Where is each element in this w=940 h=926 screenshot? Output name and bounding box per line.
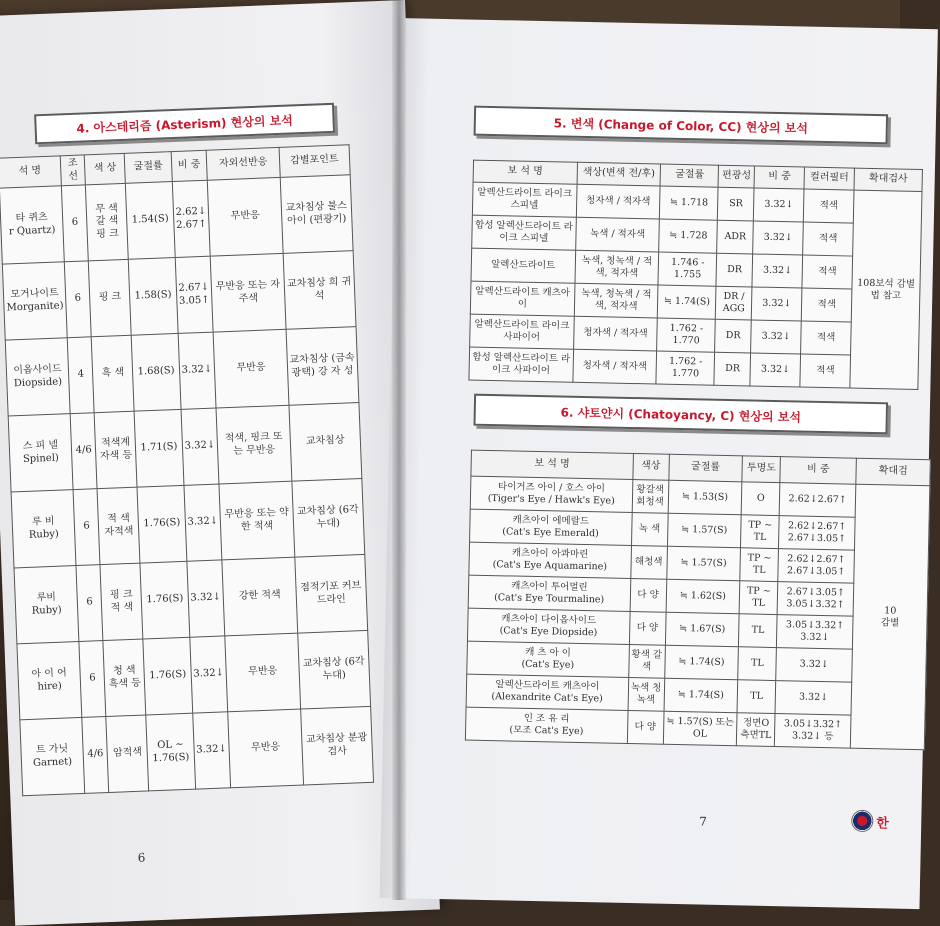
ri-cell: ≒ 1.62(S) [666,579,741,614]
rays-cell: 6 [79,641,106,718]
gem-name-en: (Cat's Eye Aquamarine) [492,559,608,573]
gem-name-en: Ruby) [28,528,59,541]
rays-cell: 4/6 [70,413,97,490]
mag-text-a: 10 [884,604,897,617]
color-cell: 다 양 [629,611,666,645]
header-pol: 편광성 [718,165,754,188]
header-sg: 비 중 [754,166,804,189]
gem-name: 아 이 어 [31,667,68,680]
uv-cell: 무반응 [225,633,300,712]
ri-cell: 1.68(S) [132,333,181,411]
color-cell: 핑 크 [89,259,132,336]
sg-cell: 3.32↓ [752,254,803,288]
sg-cell: 3.32↓ [181,408,220,485]
publisher-logo-text: 한 [876,816,889,832]
gem-name-en: (Cat's Eye) [521,658,575,671]
filter-cell: 적색 [803,222,854,256]
section-title-asterism [34,103,335,144]
color-cell: 흑 색 [91,335,134,412]
gem-name-cell [465,707,627,743]
gem-name: 스 피 넬 [22,439,59,452]
ri-cell: ≒ 1.57(S) 또는 OL [663,711,738,746]
gem-name-cell [2,262,67,340]
gem-name: 타이거즈 아이 / 호스 아이 [497,481,606,495]
asterism-table [0,144,374,796]
uv-cell: 강한 적색 [222,557,297,636]
gem-name: 이옵사이드 [13,363,62,377]
pol-cell: ADR [717,220,754,254]
ri-cell: ≒ 1.74(S) [664,645,739,680]
gem-name-cell [470,476,632,512]
point-cell: 점적기포 커브드라인 [294,554,367,633]
sg-cell: 2.62↓2.67↑ 2.67↓3.05↑ [779,516,856,551]
uv-cell: 무반응 [208,177,283,256]
color-cell: 다 양 [630,578,667,612]
right-page [380,18,938,909]
left-page [0,0,440,926]
clarity-cell: O [742,482,781,516]
color-cell: 해청색 [630,545,667,579]
color-cell: 청자색 / 적자색 [573,316,657,351]
publisher-logo-icon [851,810,873,832]
header-mag: 확대검사 [854,168,922,191]
gem-name: 합성 알렉산드라이트 라이크 사파이어 [469,347,573,382]
sg-cell: 3.32↓ [751,320,802,354]
color-cell: 무 색 갈 색 핑 크 [86,183,129,260]
color-cell: 청 색 흑색 등 [103,639,146,716]
point-cell: 교차침상 희 귀 석 [283,251,356,330]
gem-name: 캐츠아이 에메랄드 [512,514,590,528]
filter-cell: 적색 [801,288,852,322]
color-change-table [468,160,923,390]
gem-name-en: Morganite) [6,299,64,314]
uv-cell: 무반응 또는 약한 적색 [219,481,294,560]
header-ri: 굴절률 [668,454,742,482]
gem-name: 캐츠아이 아콰마린 [511,547,589,561]
clarity-cell: 정면O 측면TL [737,713,776,747]
gem-name: 인 조 유 리 [523,712,570,725]
ri-cell: 1.76(S) [140,561,189,639]
gem-name-cell [14,566,79,644]
book-gutter [392,0,406,900]
rays-cell: 6 [76,565,103,642]
gem-name: 트 가닛 [35,743,69,756]
ri-cell: ≒ 1.718 [660,186,719,220]
gem-name-cell [0,186,64,264]
ri-cell: 1.54(S) [126,182,175,260]
sg-cell: 2.67↓ 3.05↑ [175,256,214,333]
sg-cell: 3.32↓ [189,636,228,713]
gem-name: 캐츠아이 투어멀린 [511,580,588,594]
header-color: 색상 [632,454,668,481]
gem-name: 루 비 [31,515,55,528]
gem-name-en: (Cat's Eye Tourmaline) [494,592,605,606]
table-row [2,251,356,340]
pol-cell: DR [714,352,751,386]
asterism-rows [0,175,374,796]
point-cell: 교차침상 [289,403,362,482]
point-cell: 교차침상 (6각누대) [297,630,370,709]
ri-cell: ≒ 1.728 [659,219,718,253]
ri-cell: ≒ 1.74(S) [664,678,739,713]
ri-cell: 1.76(S) [143,637,192,715]
sg-cell: 3.32↓ [184,484,223,561]
sg-cell: 3.32↓ [752,287,803,321]
mag-text-b: 감별 [880,616,900,629]
section-title-color-change-text: 5. 변색 (Change of Color, CC) 현상의 보석 [553,115,809,136]
ri-cell: ≒ 1.67(S) [665,612,740,647]
clarity-cell: TP ~ TL [740,548,779,582]
header-mag: 확대검 [856,458,930,486]
gem-name-en: Spinel) [22,452,60,465]
uv-cell: 무반응 [228,709,303,788]
filter-cell: 적색 [800,354,851,388]
point-cell: 교차침상 (6각누대) [292,479,365,558]
gem-name-cell [468,575,630,611]
gem-name-en: (Cat's Eye Emerald) [502,526,599,540]
clarity-cell: TL [737,680,776,714]
clarity-cell: TL [738,647,777,681]
gem-name-en: (모조 Cat's Eye) [509,724,584,738]
filter-cell: 적색 [801,321,852,355]
uv-cell: 무반응 [213,329,288,408]
gem-name: 알렉산드라이트 라이크 스피넬 [472,182,576,217]
header-name: 석 명 [0,156,62,188]
gem-name-cell [8,414,73,492]
color-cell: 암적색 [106,715,149,792]
chatoyancy-table [465,450,931,751]
clarity-cell: TP ~ TL [741,515,780,549]
gem-name-en: (Alexandrite Cat's Eye) [491,691,603,705]
gem-name-cell [11,490,76,568]
ri-cell: ≒ 1.57(S) [667,513,742,548]
sg-cell: 3.32↓ [776,648,853,683]
table-row [20,706,374,795]
section-title-chatoyancy-text: 6. 샤토얀시 (Chatoyancy, C) 현상의 보석 [560,404,802,425]
uv-cell: 적색, 핑크 또는 무반응 [216,405,291,484]
color-cell: 핑 크 적 색 [100,563,143,640]
section-title-asterism-text: 4. 아스테리즘 (Asterism) 현상의 보석 [76,112,294,136]
table-row [14,554,368,643]
gem-name-cell [469,542,631,578]
gem-name-cell [20,717,85,795]
color-cell: 황갈색 회청색 [632,480,669,514]
sg-cell: 3.05↓3.32↑ 3.32↓ 등 [775,714,852,749]
gem-name-cell [467,608,629,644]
sg-cell: 2.62↓ 2.67↑ [172,180,211,257]
clarity-cell: TP ~ TL [739,581,778,615]
color-cell: 녹색 청녹색 [628,677,665,711]
gem-name-en: Diopside) [13,375,63,389]
mag-cell: 108보석 감별법 참고 [850,190,922,389]
gem-name-cell [17,641,82,719]
sg-cell: 3.32↓ [753,221,804,255]
gem-name-en: r Quartz) [8,224,56,237]
gem-name: 캐츠아이 다이옵사이드 [501,613,597,627]
gem-name: 루비 [36,591,57,604]
ri-cell: 1.762 - 1.770 [656,351,715,385]
gem-name: 타 퀴츠 [15,211,48,225]
sg-cell: 2.62↓2.67↑ [779,483,856,518]
ri-cell: 1.58(S) [129,258,178,336]
gem-name-cell [470,509,632,545]
gem-name-en: (Tiger's Eye / Hawk's Eye) [487,492,615,507]
ri-cell: 1.76(S) [137,485,186,563]
color-cell: 녹색 / 적자색 [575,217,659,252]
rays-cell: 6 [64,261,91,338]
gem-name: 알렉산드라이트 캐츠아이 [470,281,574,316]
sg-cell: 3.05↓3.32↑ 3.32↓ [777,615,854,650]
sg-cell: 3.32↓ [192,712,231,789]
color-cell: 적 색 자적색 [97,487,140,564]
sg-cell: 2.62↓2.67↑ 2.67↓3.05↑ [778,549,855,584]
ri-cell: 1.746 - 1.755 [658,252,717,286]
filter-cell: 적색 [802,255,853,289]
table-row [5,327,359,416]
mag-cell [850,484,929,749]
rays-cell: 6 [73,489,100,566]
sg-cell: 3.32↓ [750,353,801,387]
header-uv: 자외선반응 [206,147,279,180]
page-number-left: 6 [137,850,146,865]
section-title-chatoyancy [473,394,888,435]
ri-cell: 1.71(S) [134,409,183,487]
table-row [11,479,365,568]
gem-name-cell [467,641,629,677]
header-point: 감별포인트 [279,145,350,178]
point-cell: 교차침상 분광검사 [300,706,373,785]
header-ri: 굴절률 [660,164,718,187]
header-name: 보 석 명 [471,450,633,479]
sg-cell: 3.32↓ [775,681,852,716]
color-cell: 다 양 [627,710,664,744]
color-cell: 녹 색 [631,513,668,547]
header-rays: 조선 [60,155,85,186]
color-cell: 청자색 / 적자색 [576,184,660,219]
header-clarity: 투명도 [742,456,780,483]
gem-name-en: Garnet) [32,755,73,769]
ri-cell: OL ~ 1.76(S) [146,713,195,791]
ri-cell: ≒ 1.74(S) [658,285,717,319]
color-cell: 청자색 / 적자색 [573,349,657,384]
gem-name-en: hire) [37,680,62,693]
point-cell: 교차침상 (금속광택) 강 자 성 [286,327,359,406]
gem-name-en: (Cat's Eye Diopside) [499,625,598,639]
gem-name: 합성 알렉산드라이트 라이크 스피넬 [472,215,576,250]
pol-cell: DR / AGG [716,286,753,320]
header-ri: 굴절률 [125,152,172,184]
color-cell: 적색계 자색 등 [94,411,137,488]
gem-name: 캐 츠 아 이 [525,646,572,659]
filter-cell: 적색 [804,189,855,223]
table-row [0,175,353,264]
sg-cell: 3.32↓ [186,560,225,637]
header-color: 색 상 [84,153,125,185]
table-row [8,403,362,492]
page-number-right: 7 [699,814,708,829]
gem-name: 알렉산드라이트 캐츠아이 [495,679,600,693]
uv-cell: 무반응 또는 자주색 [211,253,286,332]
clarity-cell: TL [739,614,778,648]
ri-cell: ≒ 1.57(S) [666,546,741,581]
header-sg: 비 중 [780,457,856,485]
ri-cell: ≒ 1.53(S) [668,480,743,515]
color-cell: 황색 갈색 [628,644,665,678]
header-sg: 비 중 [171,150,208,181]
gem-name-cell [5,338,70,416]
header-color: 색상(변색 전/후) [577,162,661,186]
ri-cell: 1.762 - 1.770 [657,318,716,352]
sg-cell: 3.32↓ [178,332,217,409]
gem-name: 모거나이트 [10,287,59,301]
pol-cell: DR [716,253,753,287]
gem-name: 알렉산드라이트 [471,248,575,283]
color-cell: 녹색, 청녹색 / 적색, 적자색 [574,283,658,318]
section-title-color-change [474,106,889,145]
color-cell: 녹색, 청녹색 / 적색, 적자색 [575,250,659,285]
table-row [17,630,371,719]
header-name: 보 석 명 [473,160,577,184]
sg-cell: 3.32↓ [754,188,805,222]
rays-cell: 6 [62,185,89,262]
gem-name-en: Ruby) [31,604,62,617]
pol-cell: SR [718,187,755,221]
pol-cell: DR [715,319,752,353]
rays-cell: 4/6 [82,717,109,794]
header-filter: 컬러필터 [804,167,854,190]
point-cell: 교차침상 불스아이 (편광기) [280,175,353,254]
gem-name-cell [466,674,628,710]
rays-cell: 4 [67,337,94,414]
sg-cell: 2.67↓3.05↑ 3.05↓3.32↑ [777,582,854,617]
gem-name: 알렉산드라이트 라이크 사파이어 [470,314,574,349]
